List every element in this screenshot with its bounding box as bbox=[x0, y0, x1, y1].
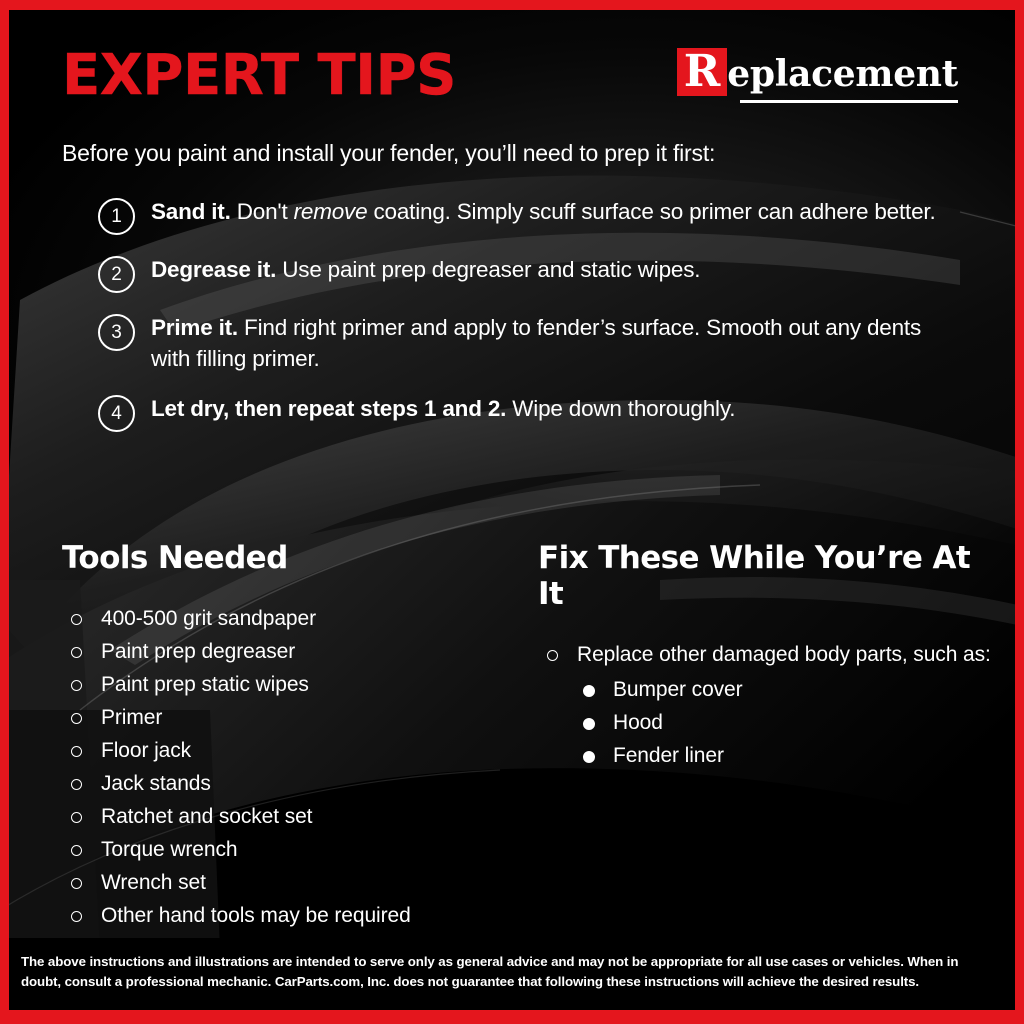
tools-section bbox=[62, 540, 502, 932]
step-item bbox=[98, 393, 978, 432]
step-text bbox=[151, 312, 961, 374]
frame-border-bottom bbox=[0, 1010, 1024, 1024]
step-body-a: Don't bbox=[230, 199, 294, 224]
tools-heading: Tools Needed bbox=[62, 540, 288, 576]
fix-section bbox=[538, 540, 998, 772]
step-number-badge: 4 bbox=[98, 395, 135, 432]
brand-logo bbox=[677, 48, 958, 96]
step-title: Sand it. bbox=[151, 199, 231, 224]
list-item: Torque wrench bbox=[62, 833, 502, 866]
step-number-badge: 3 bbox=[98, 314, 135, 351]
list-item: 400-500 grit sandpaper bbox=[62, 602, 502, 635]
frame-border-left bbox=[0, 0, 9, 1024]
fix-sublist bbox=[577, 673, 998, 772]
step-body-b: coating. Simply scuff surface so primer can adhere better. bbox=[367, 199, 936, 224]
list-item bbox=[538, 638, 998, 772]
sub-list-item: Hood bbox=[577, 706, 998, 739]
step-item bbox=[98, 254, 978, 293]
list-item: Floor jack bbox=[62, 734, 502, 767]
step-title: Degrease it. bbox=[151, 257, 277, 282]
step-title: Let dry, then repeat steps 1 and 2. bbox=[151, 396, 507, 421]
step-text bbox=[151, 196, 936, 227]
logo-underline bbox=[740, 100, 958, 103]
step-body-a: Use paint prep degreaser and static wipes. bbox=[276, 257, 701, 282]
step-item bbox=[98, 312, 978, 374]
intro-text: Before you paint and install your fender, you’ll need to prep it first: bbox=[62, 140, 716, 166]
list-item: Ratchet and socket set bbox=[62, 800, 502, 833]
fix-item-text: Replace other damaged body parts, such as: bbox=[577, 643, 991, 666]
logo-mark: R bbox=[677, 48, 728, 96]
list-item: Paint prep static wipes bbox=[62, 668, 502, 701]
fix-list bbox=[538, 638, 998, 772]
frame-border-top bbox=[0, 0, 1024, 10]
list-item: Jack stands bbox=[62, 767, 502, 800]
page-title: EXPERT TIPS bbox=[62, 43, 456, 108]
step-title: Prime it. bbox=[151, 315, 238, 340]
tools-list bbox=[62, 602, 502, 932]
list-item: Other hand tools may be required bbox=[62, 899, 502, 932]
disclaimer-text: The above instructions and illustrations are intended to serve only as general advice and may not be appropriate for all use cases or vehicles. When in doubt, consult a professional mechanic. CarParts.com, Inc. does not guarantee that following these instructions will achieve the desired results. bbox=[9, 938, 1015, 1010]
step-number-badge: 1 bbox=[98, 198, 135, 235]
step-item bbox=[98, 196, 978, 235]
list-item: Primer bbox=[62, 701, 502, 734]
step-text bbox=[151, 254, 700, 285]
step-body-a: Wipe down thoroughly. bbox=[506, 396, 736, 421]
sub-list-item: Bumper cover bbox=[577, 673, 998, 706]
steps-list bbox=[98, 196, 978, 451]
list-item: Paint prep degreaser bbox=[62, 635, 502, 668]
step-number-badge: 2 bbox=[98, 256, 135, 293]
list-item: Wrench set bbox=[62, 866, 502, 899]
step-body-a: Find right primer and apply to fender’s surface. Smooth out any dents with filling primer. bbox=[151, 315, 922, 371]
fix-heading: Fix These While You’re At It bbox=[538, 540, 971, 612]
sub-list-item: Fender liner bbox=[577, 739, 998, 772]
step-emphasis: remove bbox=[293, 199, 368, 224]
frame-border-right bbox=[1015, 0, 1024, 1024]
logo-word: eplacement bbox=[727, 53, 958, 95]
step-text bbox=[151, 393, 735, 424]
